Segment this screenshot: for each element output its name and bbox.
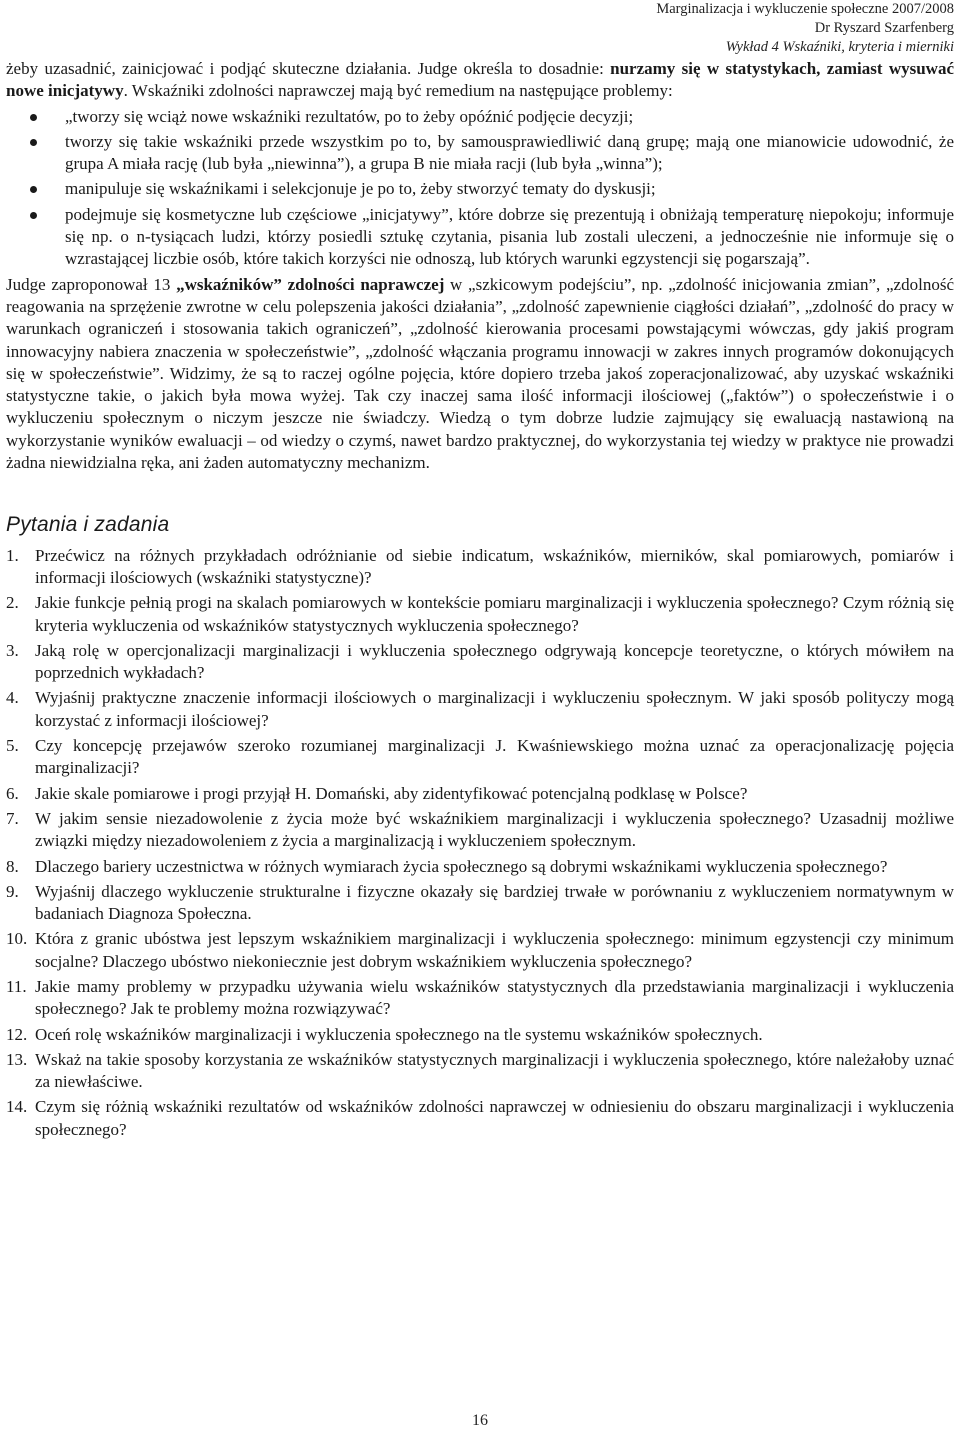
lecture-topic: Wskaźniki, kryteria i mierniki <box>782 39 954 55</box>
judge-paragraph <box>6 274 954 475</box>
bullet-icon <box>30 114 37 121</box>
question-item <box>6 808 954 853</box>
bullet-icon <box>30 212 37 219</box>
list-item <box>6 178 954 200</box>
question-item <box>6 783 954 805</box>
bullet-icon <box>30 139 37 146</box>
question-number: 13. <box>6 1049 28 1069</box>
question-text: Oceń rolę wskaźników marginalizacji i wykluczenia społecznego na tle systemu wskaźników społecznych. <box>35 1024 763 1044</box>
intro-paragraph <box>6 58 954 103</box>
page-header <box>354 0 954 57</box>
question-number: 2. <box>6 593 19 613</box>
question-number: 10. <box>6 929 28 949</box>
list-item-text: manipuluje się wskaźnikami i selekcjonuje je po to, żeby stworzyć tematy do dyskusji; <box>65 179 656 199</box>
question-text: W jakim sensie niezadowolenie z życia może być wskaźnikiem marginalizacji i wykluczenia społecznego? Uzasadnij możliwe związki między niezadowoleniem z życia a marginalizacją i wykluczeniem społecznym. <box>35 808 954 851</box>
question-item <box>6 1096 954 1141</box>
question-text: Przećwicz na różnych przykładach odróżnianie od siebie indicatum, wskaźników, mierników, skal pomiarowych, pomiarów i informacji ilościowych (wskaźniki statystyczne)? <box>35 545 954 587</box>
list-item <box>6 131 954 176</box>
question-item <box>6 928 954 973</box>
lecture-line <box>354 38 954 57</box>
intro-text-start: żeby uzasadnić, zainicjować i podjąć skuteczne działania. Judge określa to dosadnie: <box>6 59 611 78</box>
intro-bold-quote: nurzamy się w statystykach, zamiast wysuwać nowe inicjatywy <box>6 59 954 101</box>
question-item <box>6 976 954 1021</box>
question-text: Czym się różnią wskaźniki rezultatów od wskaźników zdolności naprawczej w odniesieniu do obszaru marginalizacji i wykluczenia społecznego? <box>35 1097 954 1139</box>
question-text: Jaką rolę w opercjonalizacji marginalizacji i wykluczenia społecznego odgrywają koncepcje teoretyczne, o których mówiłem na poprzednich wykładach? <box>35 640 954 683</box>
bullet-icon <box>30 186 37 193</box>
question-text: Dlaczego bariery uczestnictwa w różnych wymiarach życia społecznego są dobrymi wskaźnikami wykluczenia społecznego? <box>35 856 888 876</box>
question-number: 11. <box>6 976 27 996</box>
list-item-text: tworzy się takie wskaźniki przede wszystkim po to, by samousprawiedliwić daną grupę; mają one mianowicie udowodnić, że grupa A miała rację (lub była „niewinna”), a grupa B nie miała racji (lub była „winna”); <box>65 131 954 174</box>
question-number: 5. <box>6 736 19 756</box>
judge-bold-term: „wskaźników” zdolności naprawczej <box>176 274 445 294</box>
question-text: Wyjaśnij dlaczego wykluczenie strukturalne i fizyczne okazały się bardziej trwałe w porównaniu z wykluczeniem normatywnym w badaniach Diagnoza Społeczna. <box>35 881 954 924</box>
question-item <box>6 856 954 878</box>
question-number: 8. <box>6 856 19 876</box>
list-item-text: „tworzy się wciąż nowe wskaźniki rezultatów, po to żeby opóźnić podjęcie decyzji; <box>65 106 634 126</box>
question-text: Wskaż na takie sposoby korzystania ze wskaźników statystycznych marginalizacji i wykluczenia społecznego, które należałoby uznać za niewłaściwe. <box>35 1049 954 1092</box>
question-text: Jakie mamy problemy w przypadku używania wielu wskaźników statystycznych dla przedstawiania marginalizacji i wykluczenia społecznego? Jak te problemy można rozwiązywać? <box>35 976 954 1019</box>
judge-text-start: Judge zaproponował 13 <box>6 274 177 294</box>
question-number: 1. <box>6 545 19 565</box>
list-item <box>6 106 954 128</box>
question-item <box>6 1024 954 1046</box>
author-name: Dr Ryszard Szarfenberg <box>814 20 954 36</box>
question-text: Czy koncepcję przejawów szeroko rozumianej marginalizacji J. Kwaśniewskiego można uznać za operacjonalizację pojęcia marginalizacji? <box>35 736 954 778</box>
question-text: Jakie skale pomiarowe i progi przyjął H. Domański, aby zidentyfikować potencjalną podklasę w Polsce? <box>35 783 748 803</box>
intro-text-end: . Wskaźniki zdolności naprawczej mają być remedium na następujące problemy: <box>123 81 673 101</box>
course-title: Marginalizacja i wykluczenie społeczne 2007/2008 <box>656 1 954 17</box>
question-number: 3. <box>6 640 19 660</box>
question-number: 7. <box>6 808 19 828</box>
judge-text-end: w „szkicowym podejściu”, np. „zdolność inicjowania zmian”, „zdolność reagowania na sprzężenie zwrotne w celu polepszenia jakości działania”, „zdolność zapewnienie ciągłości działań”, „zdolność do pracy w warunkach ograniczeń i stosowania takich ograniczeń”, „zdolność kierowania procesami powstającymi wówczas, gdy jakiś program innowacyjny nabiera znaczenia w społeczeństwie”, „zdolność włączania programu innowacji w zakres innych programów dokonujących się w społeczeństwie”. Widzimy, że są to raczej ogólne pojęcia, które dopiero trzeba jakoś zoperacjonalizować, aby uzyskać wskaźniki statystyczne takie, o jakich była mowa wyżej. Tak czy inaczej sama ilość informacji ilościowej („faktów”) o społeczeństwie i o wykluczeniu społecznym o niczym jeszcze nie świadczy. Wiedzą o tym dobrze ludzie zajmujący się ewaluacją nastawioną na wykorzystanie wyników ewaluacji – od wiedzy o czymś, nawet bardzo praktycznej, do wykorzystania tej wiedzy w praktyce nie prowadzi żadna niewidzialna ręka, ani żaden automatyczny mechanizm. <box>6 274 954 473</box>
question-number: 12. <box>6 1024 28 1044</box>
question-item <box>6 545 954 590</box>
question-item <box>6 640 954 685</box>
question-item <box>6 687 954 732</box>
question-number: 9. <box>6 881 19 901</box>
question-item <box>6 735 954 780</box>
document-body <box>6 58 954 1144</box>
question-item <box>6 1049 954 1094</box>
questions-list <box>6 545 954 1141</box>
question-item <box>6 592 954 637</box>
question-number: 6. <box>6 783 19 803</box>
section-title: Pytania i zadania <box>6 513 170 537</box>
lecture-prefix: Wykład 4 <box>725 39 779 55</box>
page-number: 16 <box>472 1412 488 1429</box>
list-item <box>6 204 954 271</box>
problems-list <box>6 106 954 271</box>
question-text: Jakie funkcje pełnią progi na skalach pomiarowych w kontekście pomiaru marginalizacji i wykluczenia społecznego? Czym różnią się kryteria wykluczenia od wskaźników statystycznych wykluczenia społecznego? <box>35 593 954 635</box>
list-item-text: podejmuje się kosmetyczne lub częściowe „inicjatywy”, które dobrze się prezentują i obniżają temperaturę niepokoju; informuje się np. o n-tysiącach ludzi, którzy posiedli sztukę czytania, pisania lub zostali uleczeni, a jednocześnie nie informuje się o wzrastającej liczbie osób, które takich korzyści nie odnoszą, lub których warunki egzystencji się pogarszają”. <box>65 204 954 269</box>
question-text: Która z granic ubóstwa jest lepszym wskaźnikiem marginalizacji i wykluczenia społecznego: minimum egzystencji czy minimum socjalne? Dlaczego ubóstwo niekoniecznie jest dobrym wskaźnikiem wykluczenia społecznego? <box>35 929 954 971</box>
question-item <box>6 881 954 926</box>
question-number: 14. <box>6 1097 28 1117</box>
question-text: Wyjaśnij praktyczne znaczenie informacji ilościowych o marginalizacji i wykluczeniu społecznym. W jaki sposób polityczy mogą korzystać z informacji ilościowej? <box>35 688 954 730</box>
question-number: 4. <box>6 688 19 708</box>
